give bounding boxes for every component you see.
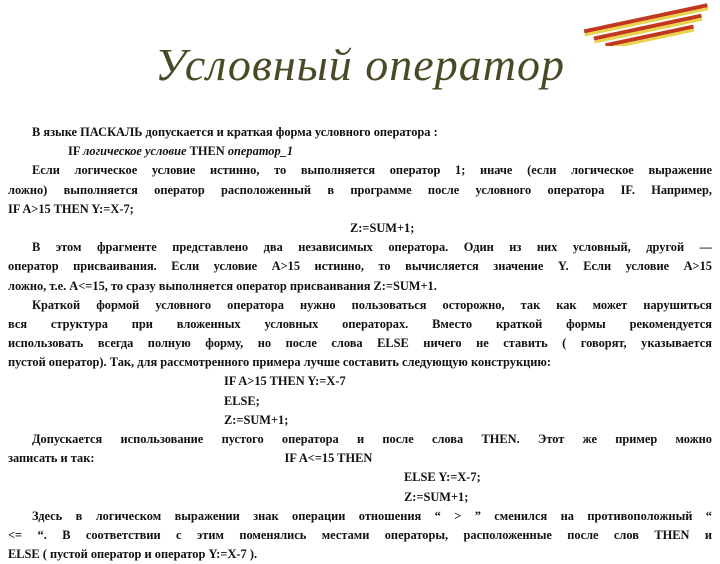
code-line: ELSE Y:=X-7; — [404, 470, 481, 485]
text-line: оператор присваивания. Если условие A>15 истинно, то вычисляется значение Y. Если условие A>15 — [8, 259, 712, 274]
code-line: Z:=SUM+1; — [404, 489, 469, 504]
code-line: IF A>15 THEN Y:=X-7; — [8, 201, 134, 216]
slide-body — [8, 123, 712, 564]
decorative-stripes — [578, 2, 718, 46]
text-line — [8, 449, 712, 468]
syntax-condition: логическое условие — [83, 144, 187, 159]
code-fragment: IF A<=15 THEN — [284, 451, 373, 466]
text-line: Если логическое условие истинно, то выполняется оператор 1; иначе (если логическое выражение — [32, 163, 712, 178]
syntax-operator: оператор_1 — [227, 144, 294, 159]
slide-title: Условный оператор — [155, 39, 565, 90]
text-line: Краткой формой условного оператора нужно пользоваться осторожно, так как может нарушиться — [32, 297, 712, 312]
code-line: Z:=SUM+1; — [350, 220, 415, 235]
syntax-line — [8, 142, 712, 161]
text-line: <= “. В соответствии с этим поменялись местами операторы, расположенные после слов THEN и — [8, 527, 712, 542]
text-fragment: записать и так: — [8, 451, 95, 466]
code-line: Z:=SUM+1; — [224, 412, 289, 427]
text-line: вся структура при вложенных условных операторах. Вместо краткой формы рекомендуется — [8, 316, 712, 331]
text-line: ложно, т.е. A<=15, то сразу выполняется оператор присваивания Z:=SUM+1. — [8, 278, 437, 293]
text-line: пустой оператор). Так, для рассмотренного примера лучше составить следующую конструкцию: — [8, 355, 551, 370]
text-line: использовать всегда полную форму, но после слова ELSE ничего не ставить ( говорят, указывается — [8, 336, 712, 351]
text-line: ложно) выполняется оператор расположенный в программе после условного оператора IF. Например, — [8, 182, 712, 197]
text-line: В языке ПАСКАЛЬ допускается и краткая форма условного оператора : — [32, 125, 438, 139]
code-line: IF A>15 THEN Y:=X-7 — [224, 374, 346, 389]
text-line: ELSE ( пустой оператор и оператор Y:=X-7 ). — [8, 547, 258, 562]
keyword: IF — [68, 144, 80, 159]
keyword: THEN — [189, 144, 225, 159]
code-line: ELSE; — [224, 393, 260, 408]
text-line: В этом фрагменте представлено два независимых оператора. Один из них условный, другой — — [32, 240, 712, 255]
text-line: Здесь в логическом выражении знак операции отношения “ > ” сменился на противоположный “ — [32, 508, 712, 523]
text-line: Допускается использование пустого оператора и после слова THEN. Этот же пример можно — [32, 432, 712, 446]
